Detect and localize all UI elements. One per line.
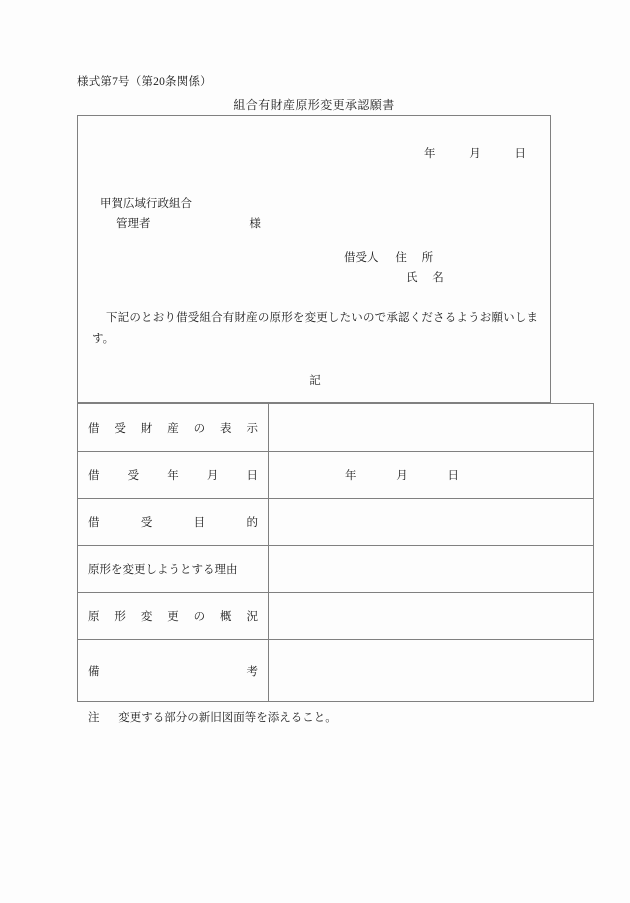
label-char: 更 (167, 611, 179, 623)
label-char: 受 (114, 422, 126, 435)
addressee-organization: 甲賀広域行政組合 (100, 198, 192, 210)
label-char: 原形を変更しようとする理由 (88, 564, 238, 576)
applicant-name-label-1: 氏 (406, 272, 418, 284)
table-row (78, 404, 594, 452)
label-char: 示 (246, 422, 258, 435)
borrow-month-label: 月 (396, 470, 408, 482)
row-label-change-outline (78, 593, 269, 640)
detail-table (77, 403, 594, 702)
label-chars (88, 467, 258, 483)
table-row (78, 640, 594, 702)
applicant-address-label-2: 所 (421, 252, 434, 264)
label-chars (88, 608, 258, 624)
label-char: 産 (167, 422, 179, 435)
label-char: 借 (88, 422, 100, 435)
date-month-label: 月 (469, 148, 481, 160)
row-value-change-reason[interactable] (269, 546, 594, 593)
applicant-block (344, 248, 444, 288)
row-label-remarks (78, 640, 269, 702)
borrow-date-fields (279, 467, 459, 483)
row-value-change-outline[interactable] (269, 593, 594, 640)
label-char: 財 (140, 422, 153, 435)
label-char: 受 (127, 470, 140, 482)
row-value-borrow-purpose[interactable] (269, 499, 594, 546)
row-value-property-description[interactable] (269, 404, 594, 452)
label-chars (88, 514, 258, 530)
label-char: 日 (246, 470, 258, 482)
date-day-label: 日 (514, 148, 526, 160)
addressee-role-line (94, 214, 261, 234)
applicant-name-label-2: 名 (432, 272, 444, 284)
label-char: 考 (246, 665, 258, 678)
label-char: 借 (88, 470, 100, 482)
table-row (78, 452, 594, 499)
page-title: 組合有財産原形変更承認願書 (233, 98, 395, 112)
label-char: の (193, 422, 206, 435)
row-label-borrow-date (78, 452, 269, 499)
label-chars (88, 663, 258, 679)
label-char: 年 (167, 470, 179, 482)
label-char: 表 (220, 422, 232, 435)
addressee-role: 管理者 (116, 218, 151, 230)
table-row (78, 546, 594, 593)
borrow-year-label: 年 (345, 470, 357, 482)
row-value-borrow-date[interactable] (269, 452, 594, 499)
applicant-name-line (344, 268, 444, 288)
note-marker: 注 (88, 712, 100, 724)
label-char: の (193, 611, 206, 623)
label-char: 況 (246, 611, 258, 623)
label-char: 概 (220, 611, 232, 623)
date-year-label: 年 (424, 148, 436, 160)
row-value-remarks[interactable] (269, 640, 594, 702)
request-paragraph: 下記のとおり借受組合有財産の原形を変更したいので承認くださるようお願いします。 (92, 312, 538, 345)
addressee-block (94, 194, 261, 234)
label-chars (88, 420, 258, 436)
applicant-address-line (344, 248, 444, 268)
applicant-address-label-1: 住 (395, 252, 407, 264)
borrow-day-label: 日 (447, 470, 459, 482)
row-label-borrow-purpose (78, 499, 269, 546)
label-char: 目 (193, 517, 206, 529)
note-text: 変更する部分の新旧図面等を添えること。 (118, 712, 337, 724)
row-label-property-description (78, 404, 269, 452)
table-row (78, 499, 594, 546)
footer-note (88, 709, 337, 725)
table-row (78, 593, 594, 640)
label-char: 形 (114, 611, 126, 623)
submission-date-line (424, 145, 526, 161)
header-box (77, 115, 551, 403)
label-char: 月 (206, 470, 219, 482)
label-char: 備 (88, 665, 100, 678)
addressee-honorific: 様 (249, 218, 261, 230)
label-char: 受 (140, 517, 153, 529)
applicant-role-label: 借受人 (344, 252, 379, 264)
label-text (88, 561, 258, 577)
label-char: 的 (246, 517, 258, 529)
label-char: 変 (140, 611, 153, 623)
ki-marker: 記 (309, 375, 321, 387)
label-char: 原 (88, 611, 100, 623)
row-label-change-reason (78, 546, 269, 593)
form-number: 様式第7号（第20条関係） (77, 76, 212, 88)
label-char: 借 (88, 517, 100, 529)
